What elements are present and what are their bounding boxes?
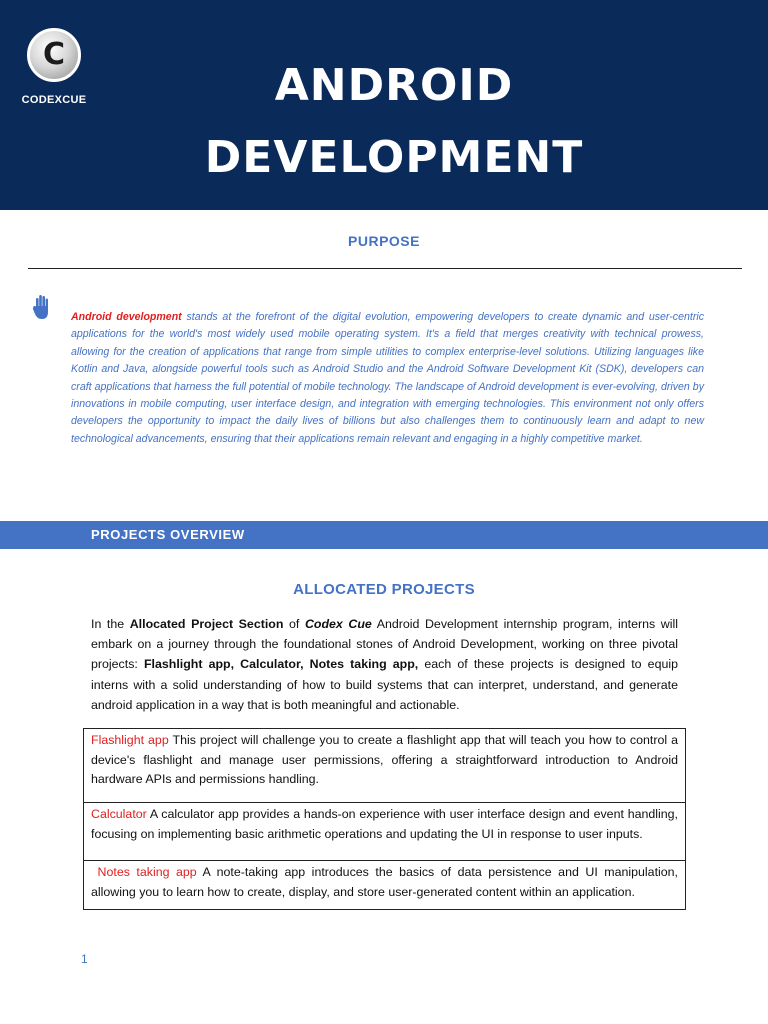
project-description: A note-taking app introduces the basics of data persistence and UI manipulation, allowing you to learn how to create, display, and store user-generated content within an application.: [91, 865, 678, 899]
logo-circle-icon: [27, 28, 81, 82]
project-cell-calculator: [84, 803, 686, 861]
logo-letter: C: [42, 37, 66, 72]
purpose-lead: Android development: [71, 311, 182, 323]
intro-bold-1: Allocated Project Section: [129, 617, 284, 631]
allocated-intro-paragraph: [91, 614, 678, 715]
projects-table: [83, 728, 686, 910]
project-cell-notes: [84, 861, 686, 910]
table-row: [84, 861, 686, 910]
logo-text: CODEXCUE: [21, 94, 87, 106]
purpose-body: stands at the forefront of the digital evolution, empowering developers to create dynamic and user-centric applications for the world's most widely used mobile operating system. It's a field that merges creativity with technical prowess, allowing for the creation of applications that range from simple utilities to complex enterprise-level solutions. Utilizing languages like Kotlin and Java, alongside powerful tools such as Android Studio and the Android Software Development Kit (SDK), developers can craft applications that harness the full potential of mobile technology. The landscape of Android development is ever-evolving, driven by innovations in mobile computing, user interface design, and integration with emerging technologies. This environment not only offers developers the opportunity to impact the daily lives of billions but also challenges them to continuously learn and adapt to new technological advancements, ensuring that their applications remain relevant and engaging in a highly competitive market.: [71, 311, 704, 445]
title-line-2: DEVELOPMENT: [204, 132, 584, 183]
project-description: This project will challenge you to create a flashlight app that will teach you how to control a device's flashlight and manage user permissions, offering a straightforward introduction to Android hardware APIs and permissions handling.: [91, 733, 678, 787]
intro-text-3: Android Development internship program, interns will embark on a journey through the foundational stones of Android Development, working on three pivotal projects:: [91, 617, 679, 672]
allocated-projects-heading: ALLOCATED PROJECTS: [293, 581, 475, 598]
project-description: A calculator app provides a hands-on experience with user interface design and event handling, focusing on implementing basic arithmetic operations and updating the UI in response to user inputs.: [91, 807, 678, 841]
purpose-paragraph: [71, 309, 704, 448]
intro-bold-2: Flashlight app, Calculator, Notes taking app,: [143, 657, 419, 672]
intro-text-1: In the: [91, 617, 130, 631]
divider: [28, 268, 742, 269]
project-cell-flashlight: [84, 729, 686, 803]
project-name: Flashlight app: [91, 733, 169, 747]
intro-text-4: each of these projects is designed to equip interns with a solid understanding of how to build systems that can interpret, understand, and generate android application in a way that is both meaningful and actionable.: [91, 657, 678, 712]
projects-overview-label: PROJECTS OVERVIEW: [91, 527, 245, 542]
projects-overview-bar: [0, 521, 768, 549]
table-row: [84, 729, 686, 803]
codexcue-logo: [20, 28, 88, 110]
page-title: [120, 50, 668, 194]
project-name: Notes taking app: [97, 865, 197, 879]
title-line-1: ANDROID: [274, 60, 514, 111]
intro-brand: Codex Cue: [304, 617, 372, 631]
page-number: 1: [81, 952, 88, 966]
raised-hand-icon: [32, 294, 52, 320]
intro-text-2: of: [283, 617, 305, 631]
purpose-heading: PURPOSE: [348, 233, 420, 249]
project-name: Calculator: [91, 807, 147, 821]
header-banner: [0, 0, 768, 210]
table-row: [84, 803, 686, 861]
